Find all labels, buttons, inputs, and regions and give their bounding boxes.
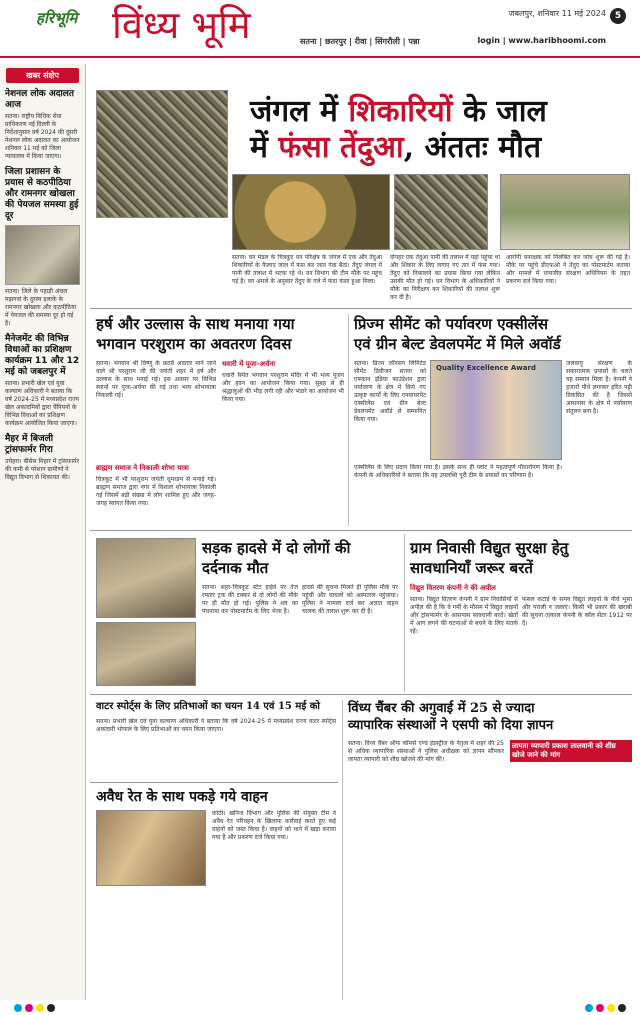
masthead [0, 0, 640, 58]
sand-headline[interactable]: अवैध रेत के साथ पकड़े गये वाहन [96, 789, 268, 805]
headline-part: , अंततः मौत [403, 130, 542, 165]
headline-part: शिकारियों [348, 94, 453, 129]
headline-part: के जाल [452, 94, 547, 129]
column-divider [348, 314, 349, 526]
chamber-subhead: लापता व्यापारी प्रकाश लालवानी को शीघ्र खोजे जाने की मांग [510, 740, 632, 762]
lead-headline[interactable] [250, 94, 630, 166]
divider [90, 694, 632, 695]
city-list: सतना | छतरपुर | रीवा | सिंगरौली | पन्ना [300, 37, 420, 46]
magenta-dot [25, 1004, 33, 1012]
leopard-photo[interactable] [232, 174, 390, 250]
print-registration-bar [0, 1000, 640, 1015]
brief-body: सतना। राष्ट्रीय विधिक सेवा प्राधिकरण नई दिल्ली के निर्देशानुसार वर्ष 2024 की दूसरी नेशनल लोक अदालत का आयोजन शनिवार 11 मई को जिला न्यायालय में किया जाएगा। [5, 113, 80, 160]
accident-photo-2[interactable] [96, 622, 196, 686]
lead-body: सतना। वन मंडल के चित्रकूट वन परिक्षेत्र के जंगल में एक और तेंदुआ शिकारियों के फैलाए जाल में फंस कर जान गंवा बैठा। तेंदुए जंगल में पानी की तलाश में भटक रहे थे। वन विभाग की टीम मौके पर पहुंच गई है। वन अमले के अनुसार तेंदुए के गले में फंदा फंसा हुआ मिला। [232, 254, 382, 285]
headline-part: जंगल में [250, 94, 349, 129]
cyan-dot [14, 1004, 22, 1012]
brief-headline[interactable]: नेशनल लोक अदालत आज [5, 89, 75, 110]
forest-photo-2[interactable] [394, 174, 488, 250]
magenta-dot [596, 1004, 604, 1012]
headline-part: में [250, 130, 279, 165]
forest-photo[interactable] [96, 90, 228, 218]
headline-line: ग्राम निवासी विद्युत सुरक्षा हेतु [410, 539, 569, 557]
headline-line: सावधानियाँ जरूर बरतें [410, 559, 533, 577]
yellow-dot [36, 1004, 44, 1012]
accident-headline[interactable] [202, 538, 402, 578]
accident-photo-1[interactable] [96, 538, 196, 618]
login-link[interactable]: login | www.haribhoomi.com [477, 36, 606, 45]
black-dot [618, 1004, 626, 1012]
award-photo[interactable] [430, 360, 562, 460]
section-title: विंध्य भूमि [112, 3, 251, 47]
brief-body: सतना। प्रभारी खेल एवं युवा कल्याण अधिकारी ने बताया कि वर्ष 2024-25 में मध्यप्रदेश राज्य खेल अकादमियों द्वारा चैंपियनों के विभिन्न विधाओं का प्रशिक्षण कार्यक्रम आयोजित किया जाएगा। [5, 380, 80, 427]
power-headline[interactable] [410, 538, 632, 578]
haribhoomi-logo[interactable]: हरिभूमि [36, 9, 78, 27]
sand-body: कोठी। खनिज विभाग और पुलिस की संयुक्त टीम ने अवैध रेत परिवहन के खिलाफ कार्रवाई करते हुए कई वाहनों को जब्त किया है। वाहनों को थाने में खड़ा कराया गया है और प्रकरण दर्ज किया गया। [212, 810, 336, 841]
water-headline[interactable]: वाटर स्पोर्ट्स के लिए प्रतिभाओं का चयन 14 एवं 15 मई को [96, 701, 320, 712]
prism-headline[interactable] [354, 314, 632, 354]
brief-photo [5, 225, 80, 285]
headline-line: प्रिज्म सीमेंट को पर्यावरण एक्सीलेंस [354, 315, 548, 333]
lead-body-2: दोपहर एक तेंदुआ पानी की तलाश में यहां पहुंचा था और शिकार के लिए लगाए गए तार में फंस गया। तेंदुए को निकालने का प्रयास किया गया लेकिन उसकी मौत हो गई। वन विभाग के अधिकारियों ने मौके का निरीक्षण कर शिकारियों की तलाश शुरू कर दी है। [390, 254, 500, 301]
parshuram-body-2: चित्रकूट में भी परशुराम जयंती धूमधाम से मनाई गई। ब्राह्मण समाज द्वारा नगर में विशाल शोभायात्रा निकाली गई जिसमें बड़ी संख्या में लोग शामिल हुए और जगह-जगह स्वागत किया गया। [96, 476, 216, 507]
forest-officials-photo[interactable] [500, 174, 630, 250]
headline-part: फंसा तेंदुआ [278, 130, 404, 165]
accident-body-2: हादसे की सूचना मिलते ही पुलिस मौके पर पहुंची और घायलों को अस्पताल पहुंचाया। पुलिस ने मामला दर्ज कर अज्ञात वाहन चालक की तलाश शुरू कर दी है। [302, 584, 398, 615]
column-divider [342, 700, 343, 1000]
news-brief-sidebar [0, 64, 86, 1000]
parshuram-subhead: ब्राह्मण समाज ने निकाली शोभा यात्रा [96, 464, 189, 472]
color-dots-left [14, 1004, 55, 1012]
page-number-badge: 5 [610, 8, 626, 24]
prism-body-2: एक्सीलेंस के लिए प्रदान किया गया है। इसके साथ ही प्लांट ने महत्वपूर्ण पौधारोपण किया है। कंपनी के अधिकारियों ने बताया कि यह उपलब्धि पूरी टीम के प्रयासों का परिणाम है। [354, 464, 562, 479]
brief-headline[interactable]: मैनेजमेंट की विभिन्न विधाओं का प्रशिक्षण कार्यक्रम 11 और 12 मई को जबलपुर में [5, 334, 80, 377]
color-dots-right [585, 1004, 626, 1012]
black-dot [47, 1004, 55, 1012]
sidebar-tag: खबर संक्षेप [6, 68, 79, 83]
prism-body-3: जलवायु संरक्षण के सकारात्मक प्रयासों के चलते यह सम्मान मिला है। कंपनी ने हजारों पौधे लगाकर हरित पट्टी विकसित की है जिससे आसपास के क्षेत्र में पर्यावरण संतुलन बना है। [566, 360, 632, 415]
brief-body: सतना। जिले के पहाड़ी अंचल मझगवां के दुरस्थ इलाके के रामनगर खोखला और कठपीठिया में पेयजल की समस्या दूर हो गई है। [5, 288, 77, 327]
truck-photo[interactable] [96, 810, 206, 886]
issue-date [509, 8, 606, 19]
date-text: जबलपुर, शनिवार 11 मई 2024 [508, 9, 606, 18]
power-subhead: विद्युत वितरण कंपनी ने की अपील [410, 584, 496, 592]
headline-line: भगवान परशुराम का अवतरण दिवस [96, 335, 292, 353]
brief-headline[interactable]: मैहर में बिजली ट्रांसफार्मर गिरा [5, 434, 54, 455]
chamber-headline[interactable] [348, 700, 632, 734]
prism-body: सतना। प्रिज्म जॉनसन लिमिटेड सीमेंट डिवीजन सतना को एफ्कान इंडिया फाउंडेशन द्वारा पर्यावरण के क्षेत्र में किये गए उत्कृष्ट कार्यों के लिए एनवायरमेंट एक्सीलेंस एवं ग्रीन बेल्ट डेवलपमेंट अवॉर्ड से सम्मानित किया गया। [354, 360, 426, 423]
lead-body-3: आरोपी वनरक्षक को निलंबित कर जांच शुरू की गई है। मौके पर पहुंचे डीएफओ ने तेंदुए का पोस्टमार्टम कराया और मामले में वन्यजीव संरक्षण अधिनियम के तहत प्रकरण दर्ज किया गया। [506, 254, 630, 285]
chamber-body: सतना। विंध्य चैंबर ऑफ कॉमर्स एण्ड इंडस्ट्रीज के नेतृत्व में शहर की 25 से अधिक व्यापारिक संस्थाओं ने पुलिस अधीक्षक को ज्ञापन सौंपकर लापता व्यापारी को शीघ्र खोजने की मांग की। [348, 740, 504, 763]
headline-line: विंध्य चैंबर की अगुवाई में 25 से ज्यादा [348, 701, 535, 716]
water-body: सतना। प्रभारी खेल एवं युवा कल्याण अधिकारी ने बताया कि वर्ष 2024-25 में मध्यप्रदेश राज्य वाटर स्पोर्ट्स अकादमी भोपाल के लिए प्रतिभाओं का चयन किया जाएगा। [96, 718, 336, 733]
headline-line: दर्दनाक मौत [202, 559, 269, 577]
parshuram-subhead-2: धवारी में पूजा-अर्चना [222, 360, 276, 368]
divider [90, 308, 632, 309]
parshuram-body-3: धवारी स्थित भगवान परशुराम मंदिर में भी भव्य पूजन और हवन का आयोजन किया गया। सुबह से ही श्रद्धालुओं की भीड़ लगी रही और भंडारे का आयोजन भी किया गया। [222, 372, 344, 403]
brief-headline[interactable]: जिला प्रशासन के प्रयास से कठपीठिया और रामनगर खोखला की पेयजल समस्या हुई दूर [5, 167, 79, 221]
brief-body: उचेहरा। बीसेस मिहार में ट्रांसफार्मर की कमी से परेशान ग्रामीणों ने विद्युत विभाग से शिकायत की। [5, 458, 80, 481]
accident-body: सतना। शहर-चित्रकूट स्टेट हाईवे पर तेज रफ्तार ट्रक की टक्कर से दो लोगों की मौके पर ही मौत हो गई। पुलिस ने शव का पंचनामा कर पोस्टमार्टम के लिए भेजा है। [202, 584, 298, 615]
divider [90, 782, 338, 783]
headline-line: सड़क हादसे में दो लोगों की [202, 539, 351, 557]
divider [90, 530, 632, 531]
column-divider [404, 534, 405, 692]
power-body: सतना। विद्युत वितरण कंपनी ने ग्राम निवासियों से अपील की है कि वे गर्मी के मौसम में विद्युत लाइनों और ट्रांसफार्मर के आसपास सावधानी बरतें। खेतों में आग लगने की घटनाओं से बचने के लिए सतर्क रहें। [410, 596, 518, 635]
parshuram-body: सतना। भगवान श्री विष्णु के छठवें अवतार माने जाने वाले श्री परशुराम जी की जयंती शहर में हर्ष और उल्लास के साथ मनाई गई। इस अवसर पर विभिन्न स्थानों पर पूजा-अर्चना की गई तथा भव्य शोभायात्रा निकाली गई। [96, 360, 216, 399]
yellow-dot [607, 1004, 615, 1012]
headline-line: हर्ष और उल्लास के साथ मनाया गया [96, 315, 295, 333]
award-banner-text: Quality Excellence Award [436, 364, 536, 372]
parshuram-headline[interactable] [96, 314, 346, 354]
power-body-2: फसल कटाई के समय विद्युत लाइनों के नीचे भूसा और पराली न जलाएं। किसी भी प्रकार की खराबी की सूचना तत्काल कंपनी के कॉल सेंटर 1912 पर दें। [522, 596, 632, 627]
headline-line: व्यापारिक संस्थाओं ने एसपी को दिया ज्ञापन [348, 718, 554, 733]
headline-line: एवं ग्रीन बेल्ट डेवलपमेंट में मिले अवॉर्ड [354, 335, 561, 353]
cyan-dot [585, 1004, 593, 1012]
